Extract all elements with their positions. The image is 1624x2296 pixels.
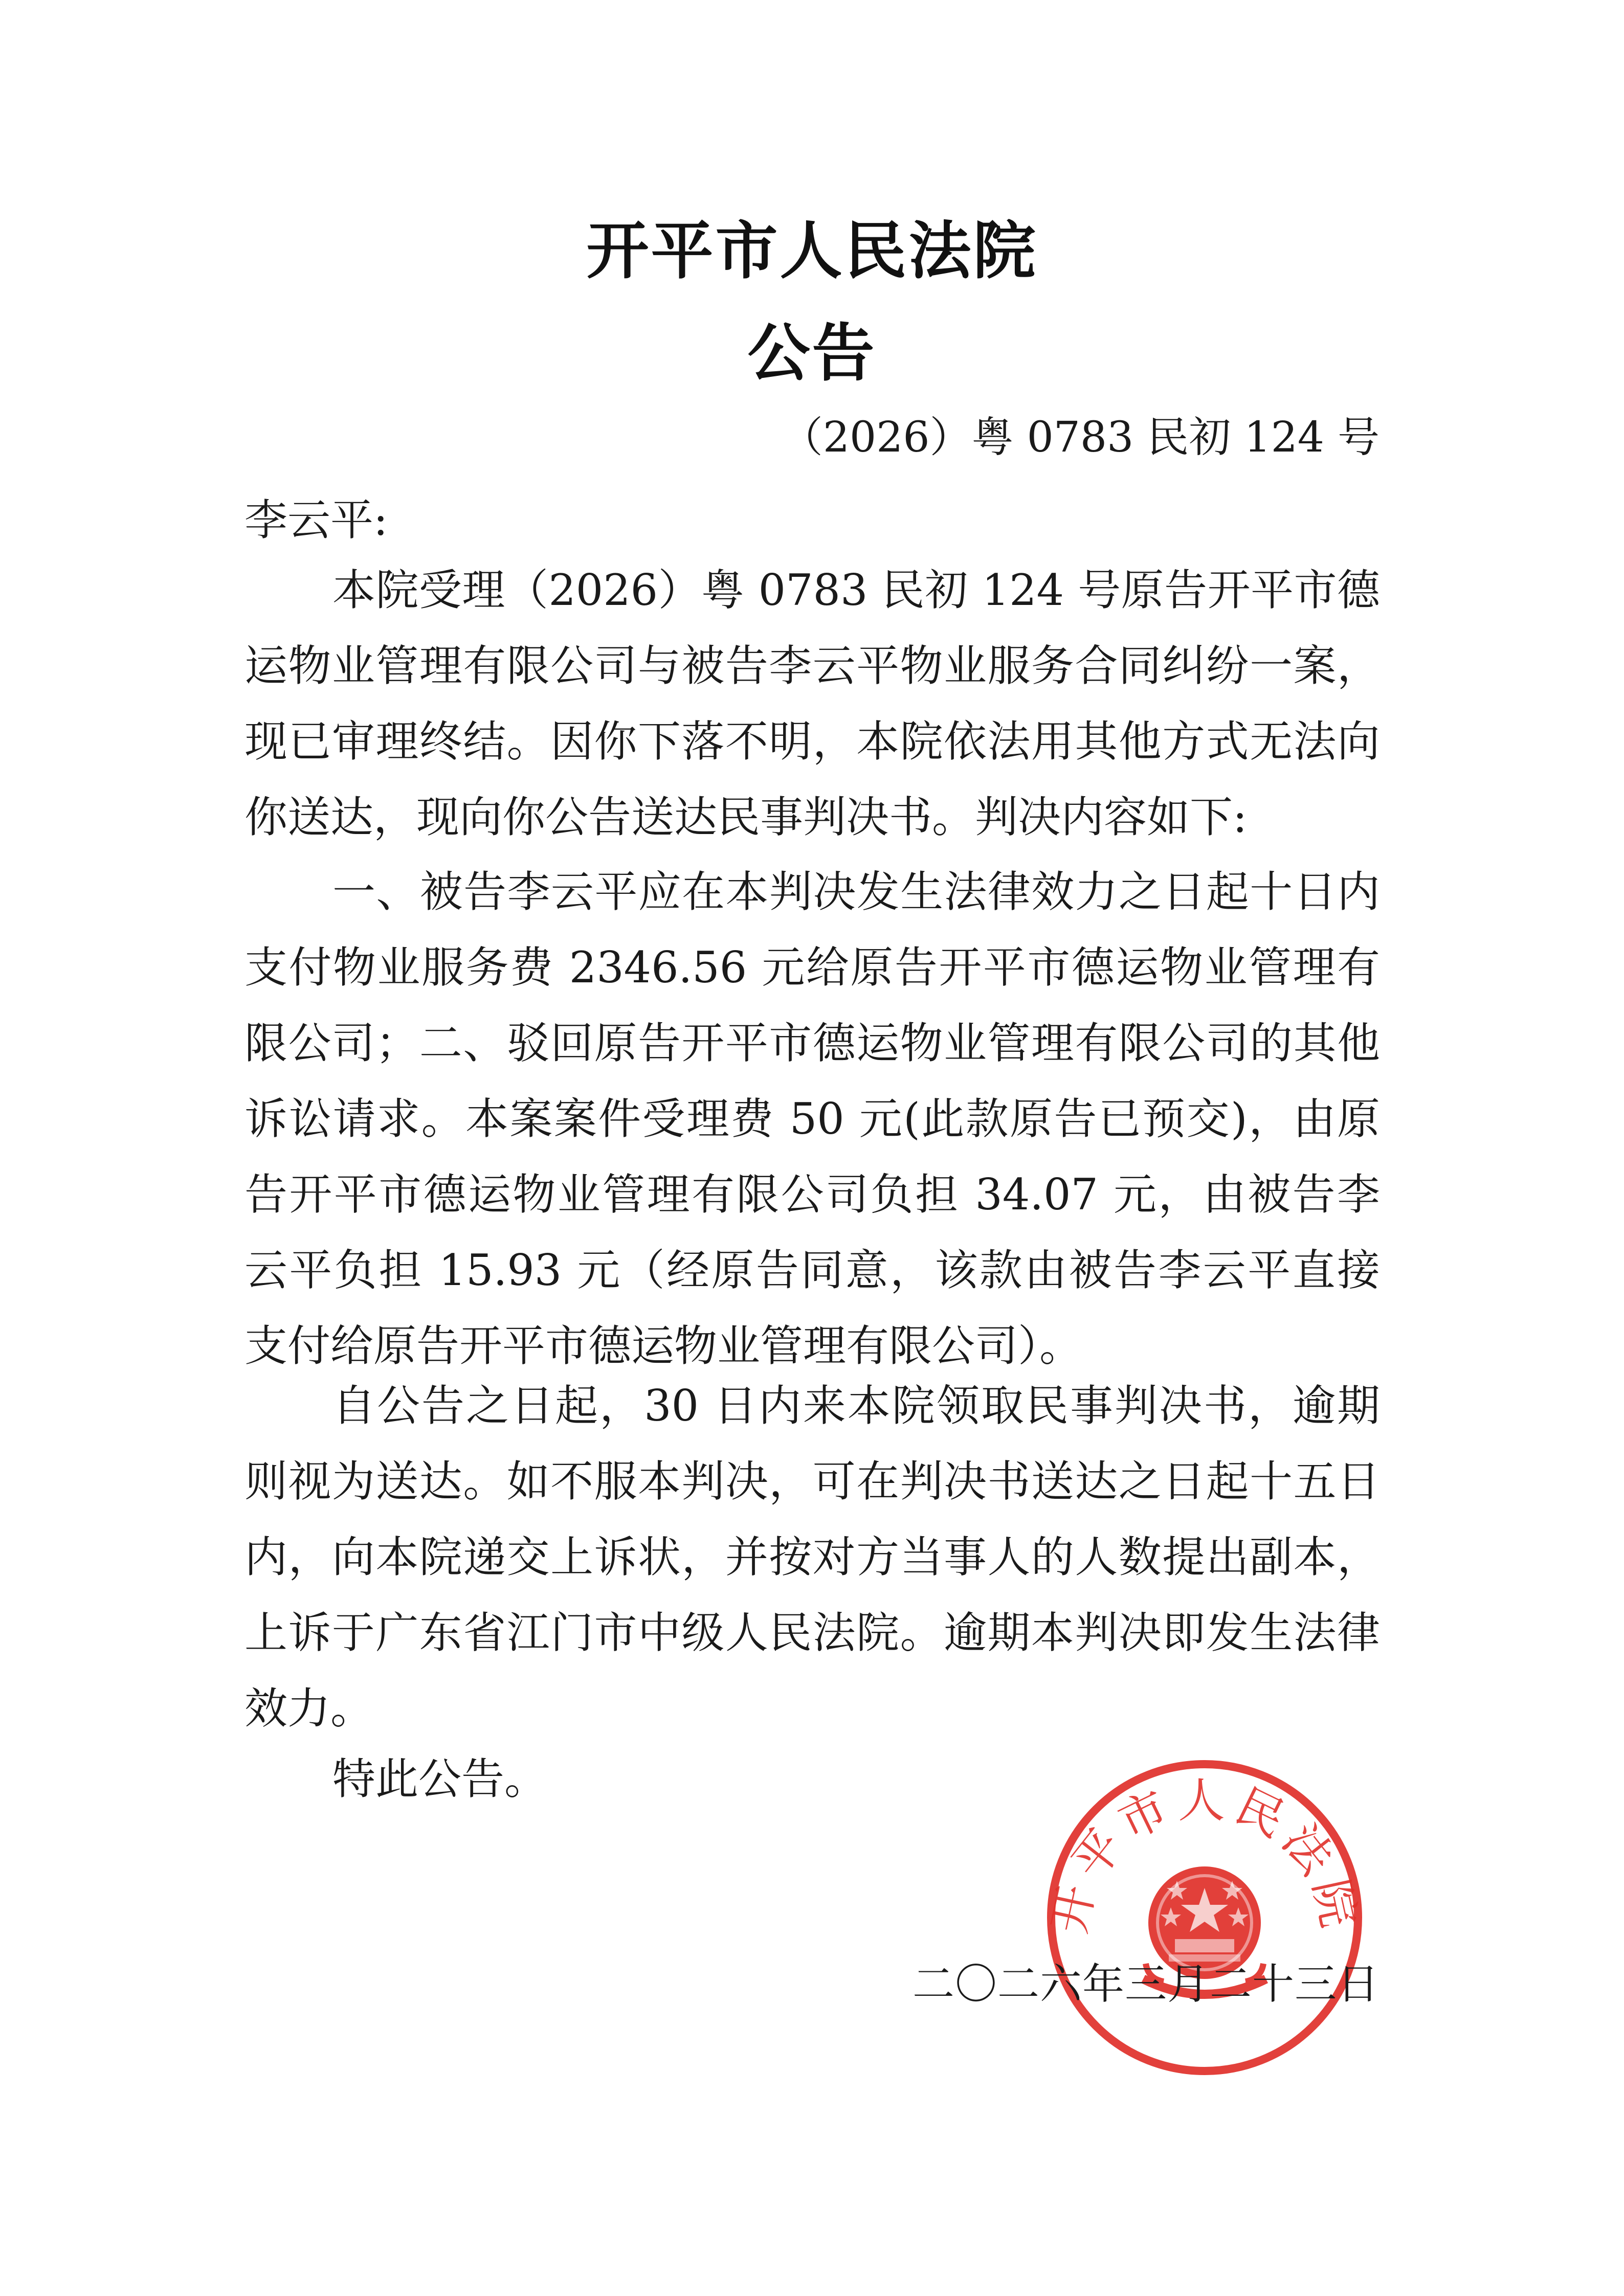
paragraph-judgment-content: 一、被告李云平应在本判决发生法律效力之日起十日内支付物业服务费 2346.56 元给原告开平市德运物业管理有限公司；二、驳回原告开平市德运物业管理有限公司的其他诉讼请求。本案案件受理费 50 元(此款原告已预交)，由原告开平市德运物业管理有限公司负担 34.07 元，由被告李云平负担 15.93 元（经原告同意，该款由被告李云平直接支付给原告开平市德运物业管理有限公司）。 — [244, 867, 1380, 1371]
issue-date: 二〇二六年三月二十三日 — [912, 1960, 1380, 2009]
case-number: （2026）粤 0783 民初 124 号 — [781, 413, 1380, 462]
addressee: 李云平: — [244, 495, 388, 545]
court-seal-icon — [1041, 1754, 1368, 2081]
svg-text:开平市人民法院: 开平市人民法院 — [1041, 1773, 1368, 1938]
paragraph-closing: 特此公告。 — [332, 1754, 548, 1804]
paragraph-appeal-notice: 自公告之日起，30 日内来本院领取民事判决书，逾期则视为送达。如不服本判决，可在判决书送达之日起十五日内，向本院递交上诉状，并按对方当事人的人数提出副本，上诉于广东省江门市中级人民法院。逾期本判决即发生法律效力。 — [244, 1381, 1380, 1734]
paragraph-case-intro: 本院受理（2026）粤 0783 民初 124 号原告开平市德运物业管理有限公司与被告李云平物业服务合同纠纷一案，现已审理终结。因你下落不明，本院依法用其他方式无法向你送达，现向你公告送达民事判决书。判决内容如下: — [244, 565, 1380, 842]
court-name-heading: 开平市人民法院 — [586, 215, 1038, 287]
document-type-heading: 公告 — [747, 317, 877, 390]
